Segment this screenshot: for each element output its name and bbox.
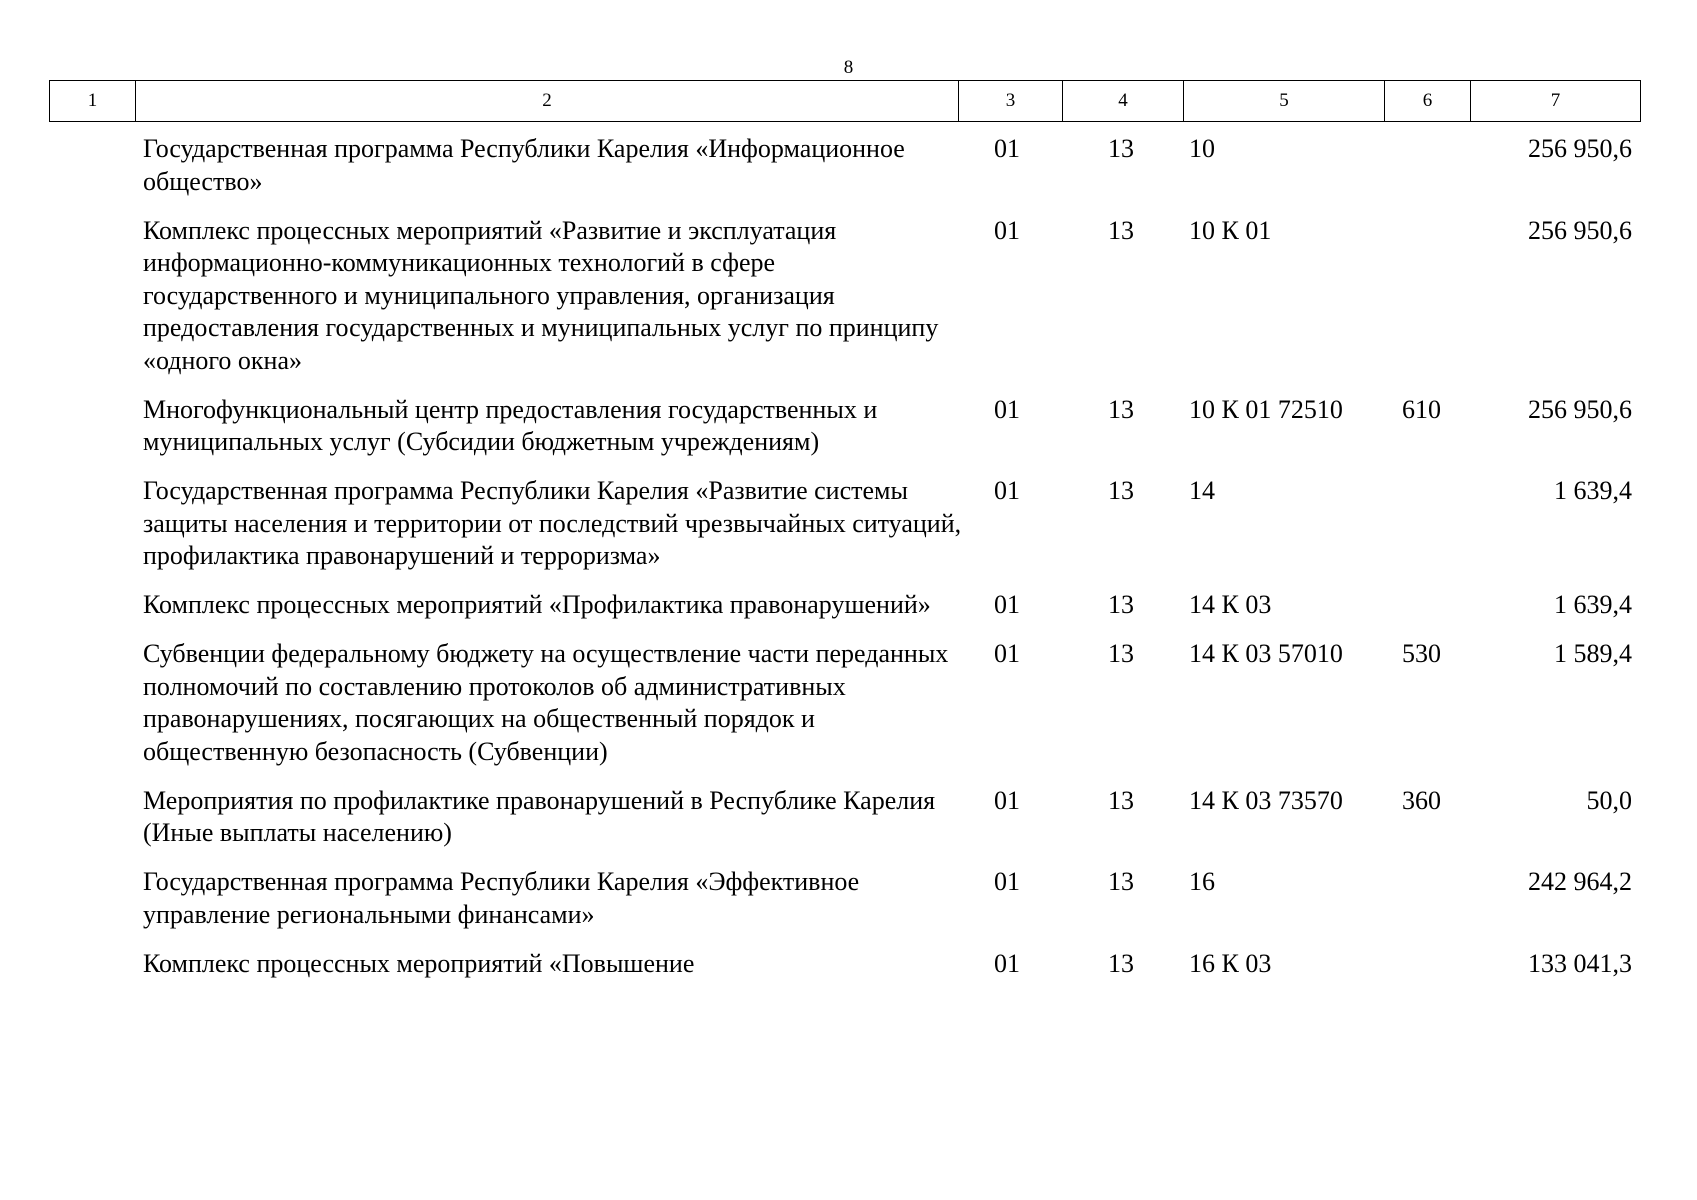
row-target-article: 14 К 03 57010 [1189,639,1343,668]
row-amount: 1 589,4 [1554,639,1632,668]
row-amount: 242 964,2 [1528,867,1632,896]
row-expense-type: 530 [1402,639,1441,668]
row-name: Мероприятия по профилактике правонарушений в Республике Карелия (Иные выплаты населению) [143,785,936,847]
row-subsection: 13 [1108,867,1134,896]
table-row [49,785,1640,850]
row-name: Субвенции федеральному бюджету на осуществление части переданных полномочий по составлению протоколов об административных правонарушениях, посягающих на общественный порядок и общественную безопасность (Субвенции) [143,639,949,766]
table-row [49,394,1640,459]
header-col-3: 3 [959,81,1063,122]
row-subsection: 13 [1108,590,1134,619]
row-target-article: 14 К 03 [1189,590,1272,619]
row-name: Государственная программа Республики Карелия «Развитие системы защиты населения и территории от последствий чрезвычайных ситуаций, профилактика правонарушений и терроризма» [143,476,962,570]
table-row [49,589,1640,622]
row-name: Многофункциональный центр предоставления государственных и муниципальных услуг (Субсидии бюджетным учреждениям) [143,394,878,456]
header-col-2: 2 [136,81,959,122]
header-col-1: 1 [50,81,136,122]
header-col-6: 6 [1385,81,1471,122]
row-subsection: 13 [1108,785,1134,815]
table-row [49,866,1640,931]
page-number: 8 [843,57,854,78]
row-section: 01 [994,215,1020,245]
row-name: Комплекс процессных мероприятий «Развитие и эксплуатация информационно-коммуникационных технологий в сфере государственного и муниципального управления, организация предоставления государственных и муниципальных услуг по принципу «одного окна» [143,215,939,375]
row-subsection: 13 [1108,476,1134,505]
column-number-header [49,80,1641,122]
row-target-article: 10 [1189,134,1215,163]
row-name: Государственная программа Республики Карелия «Эффективное управление региональными финансами» [143,867,860,929]
header-col-5: 5 [1184,81,1385,122]
row-section: 01 [994,476,1020,505]
table-row [49,475,1640,573]
row-subsection: 13 [1108,639,1134,668]
row-target-article: 10 К 01 [1189,215,1272,245]
table-row [49,638,1640,768]
row-amount: 256 950,6 [1528,394,1632,424]
row-subsection: 13 [1108,215,1134,245]
row-amount: 256 950,6 [1528,215,1632,245]
header-col-4: 4 [1063,81,1184,122]
header-col-7: 7 [1471,81,1641,122]
row-name: Комплекс процессных мероприятий «Повышение [143,948,695,978]
row-section: 01 [994,394,1020,424]
row-expense-type: 360 [1402,785,1441,815]
row-target-article: 14 [1189,476,1215,505]
row-subsection: 13 [1108,134,1134,163]
table-row [49,948,1640,981]
row-expense-type: 610 [1402,394,1441,424]
row-subsection: 13 [1108,948,1134,978]
row-name: Комплекс процессных мероприятий «Профилактика правонарушений» [143,590,931,619]
table-row [49,133,1640,198]
row-section: 01 [994,590,1020,619]
row-section: 01 [994,639,1020,668]
budget-table-body [49,133,1640,997]
row-section: 01 [994,948,1020,978]
row-section: 01 [994,134,1020,163]
row-subsection: 13 [1108,394,1134,424]
row-name: Государственная программа Республики Карелия «Информационное общество» [143,134,905,196]
row-section: 01 [994,867,1020,896]
row-section: 01 [994,785,1020,815]
row-amount: 133 041,3 [1528,948,1632,978]
row-amount: 256 950,6 [1528,134,1632,163]
row-target-article: 10 К 01 72510 [1189,394,1343,424]
row-amount: 1 639,4 [1554,476,1632,505]
row-target-article: 16 [1189,867,1215,896]
row-target-article: 14 К 03 73570 [1189,785,1343,815]
row-amount: 1 639,4 [1554,590,1632,619]
table-row [49,215,1640,378]
row-target-article: 16 К 03 [1189,948,1272,978]
row-amount: 50,0 [1586,785,1632,815]
